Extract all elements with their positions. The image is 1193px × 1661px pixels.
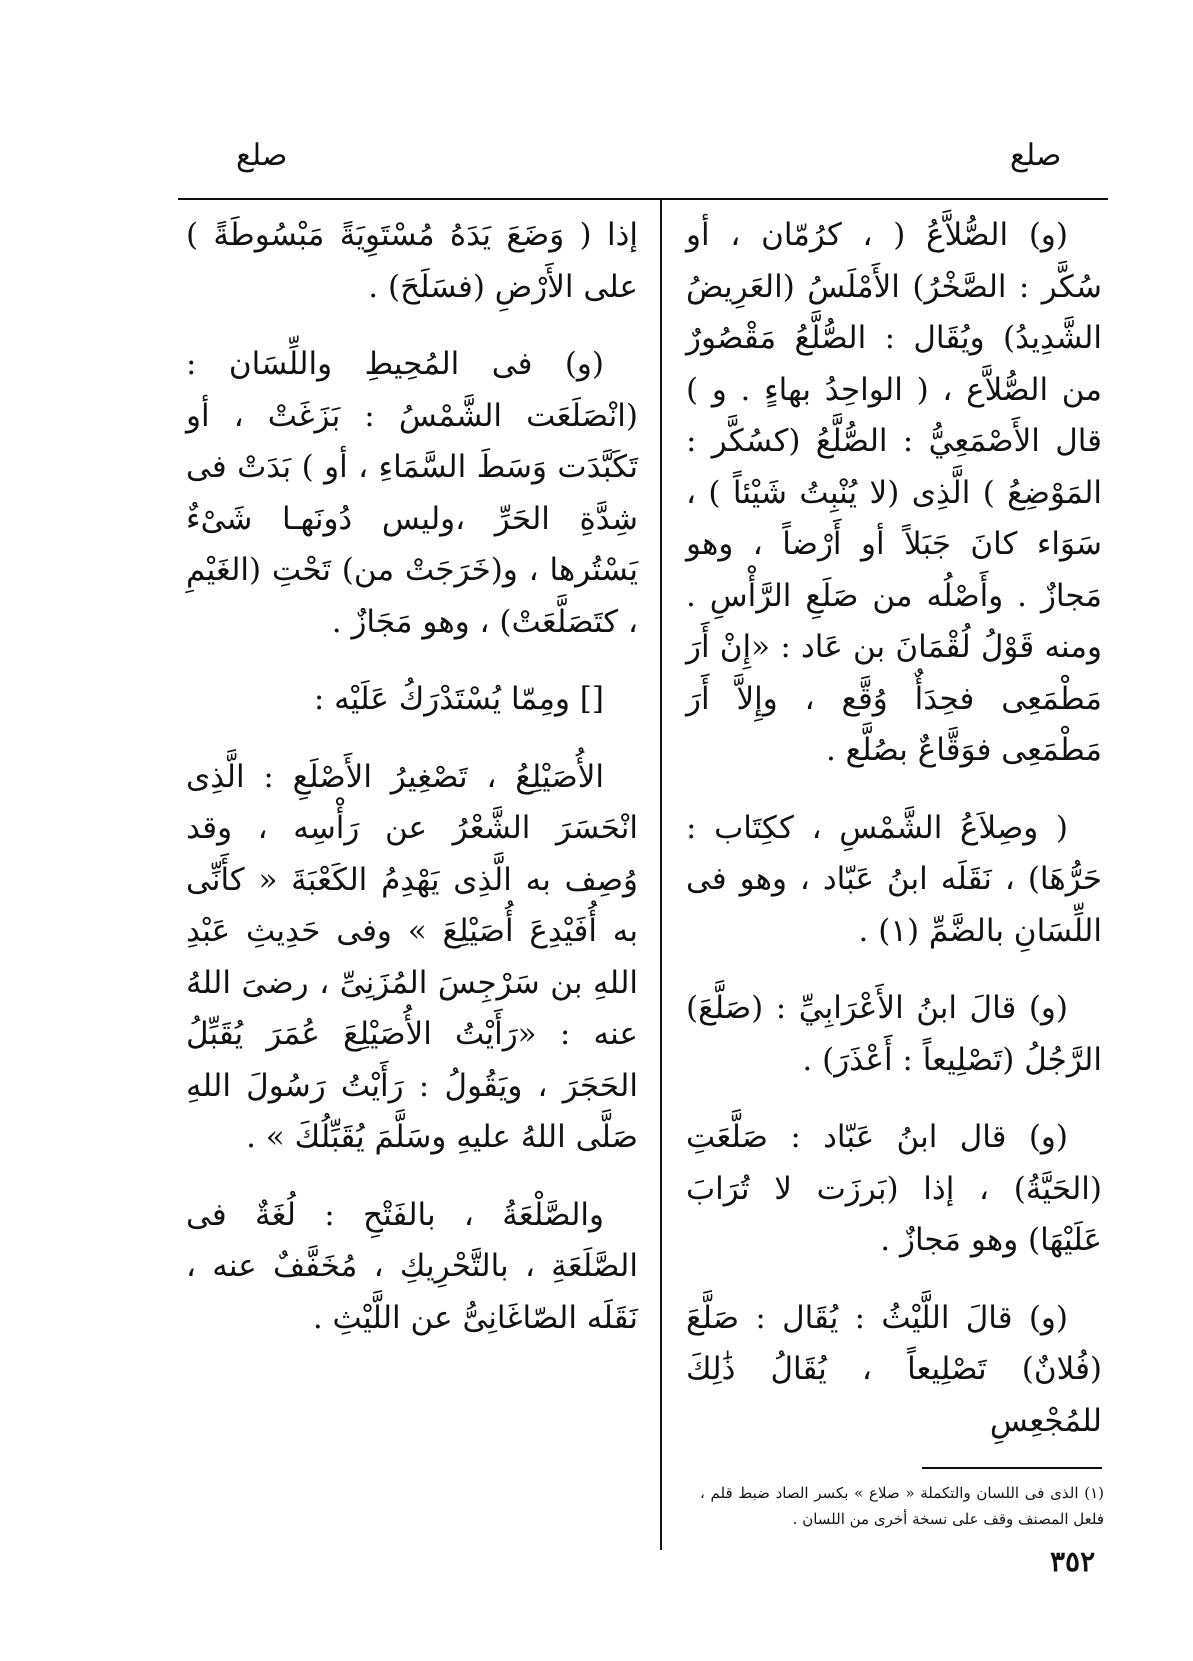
paragraph: (و) فى المُحِيطِ واللِّسَان : (انْصَلَعَت الشَّمْسُ : بَزَغَتْ ، أو تَكَبَّدَت وَسَطَ السَّمَاءِ ، أو ) بَدَتْ فى شِدَّةِ الحَرِّ ،وليس دُونَهـا شَىْءٌ يَسْتُرها ، و(خَرَجَتْ من) تَحْتِ (الغَيْمِ ، كتَصَلَّعَتْ) ، وهو مَجَازٌ . xyxy=(186,346,638,640)
left-column xyxy=(186,210,638,1370)
section-heading: [] ومِمّا يُسْتَدْرَكُ عَلَيْه : xyxy=(313,681,604,717)
footnote: (١) الذى فى اللسان والتكملة « صلاع » بكسر الصاد ضبط قلم ، فلعل المصنف وقف على نسخة أخرى من اللسان . xyxy=(700,1484,1104,1528)
paragraph: (و) قالَ اللَّيْثُ : يُقَال : صَلَّعَ (فُلانٌ) تَصْلِيعاً ، يُقَالُ ذَٰلِكَ للمُجْعِسِ xyxy=(686,1299,1102,1439)
paragraph: (و) قالَ ابنُ الأَعْرَابِيِّ : (صَلَّعَ) الرَّجُلُ (تَصْلِيعاً : أَعْذَرَ) . xyxy=(686,990,1102,1078)
right-column xyxy=(686,210,1102,1473)
header-root-word-left: صلع xyxy=(236,138,288,173)
paragraph: ( وصِلاَعُ الشَّمْسِ ، ككِتَاب : حَرُّهَا) ، نَقَلَه ابنُ عَبّاد ، وهو فى اللِّسَانِ بالضَّمِّ (١) . xyxy=(686,809,1102,949)
header-rule xyxy=(178,198,1108,200)
paragraph: الأُصَيْلِعُ ، تَصْغِيرُ الأَصْلَعِ : الَّذِى انْحَسَرَ الشَّعْرُ عن رَأْسِه ، وقد وُصِف به الَّذِى يَهْدِمُ الكَعْبَةَ « كأَنِّى به أُفَيْدِعَ أُصَيْلِعَ » وفى حَدِيثِ عَبْدِ اللهِ بن سَرْجِسَ المُزَنِىِّ ، رضىَ اللهُ عنه : «رَأَيْتُ الأُصَيْلِعَ عُمَرَ يُقَبِّلُ الحَجَرَ ، ويَقُولُ : رَأَيْتُ رَسُولَ اللهِ صَلَّى اللهُ عليهِ وسَلَّمَ يُقَبِّلُكَ » . xyxy=(186,758,638,1155)
page-number: ٣٥٢ xyxy=(1050,1545,1096,1578)
footnote-rule xyxy=(922,1467,1102,1469)
header-root-word-right: صلع xyxy=(1010,138,1062,173)
paragraph: إذا ( وَضَعَ يَدَهُ مُسْتَوِيَةً مَبْسُوطَةً ) على الأَرْضِ (فسَلَحَ) . xyxy=(186,217,638,305)
paragraph: (و) قال ابنُ عَبّاد : صَلَّعَتِ (الحَيَّةُ) ، إذا (بَرزَت لا تُرَابَ عَلَيْهَا) وهو مَجازٌ . xyxy=(686,1119,1102,1258)
paragraph: والصَّلْعَةُ ، بالفَتْحِ : لُغَةٌ فى الصَّلَعَةِ ، بالتَّحْرِيكِ ، مُخَفَّفٌ عنه ، نَقَلَه الصّاغَانِىُّ عن اللَّيْثِ . xyxy=(186,1196,638,1336)
column-divider xyxy=(660,200,662,1550)
paragraph: (و) الصُّلاَّعُ ( ، كرُمّان ، أو سُكَّر : الصَّخْرُ) الأَمْلَسُ (العَرِيضُ الشَّدِيدُ) ويُقَال : الصُّلَّعُ مَقْصُورٌ من الصُّلاَّع ، ( الواحِدُ بهاءٍ . و ) قال الأَصْمَعِيُّ : الصُّلَّعُ (كسُكَّر : المَوْضِعُ ) الَّذِى (لا يُنْبِتُ شَيْئاً ) ، سَوَاء كانَ جَبَلاً أو أَرْضاً ، وهو مَجازٌ . وأَصْلُه من صَلَعِ الرَّأْسِ . ومنه قَوْلُ لُقْمَانَ بن عَاد : «إِنْ أَرَ مَطْمَعِى فحِدَأٌ وُقَّع ، وإِلاَّ أَرَ مَطْمَعِى فوَقَّاعٌ بصُلَّع . xyxy=(686,217,1102,768)
